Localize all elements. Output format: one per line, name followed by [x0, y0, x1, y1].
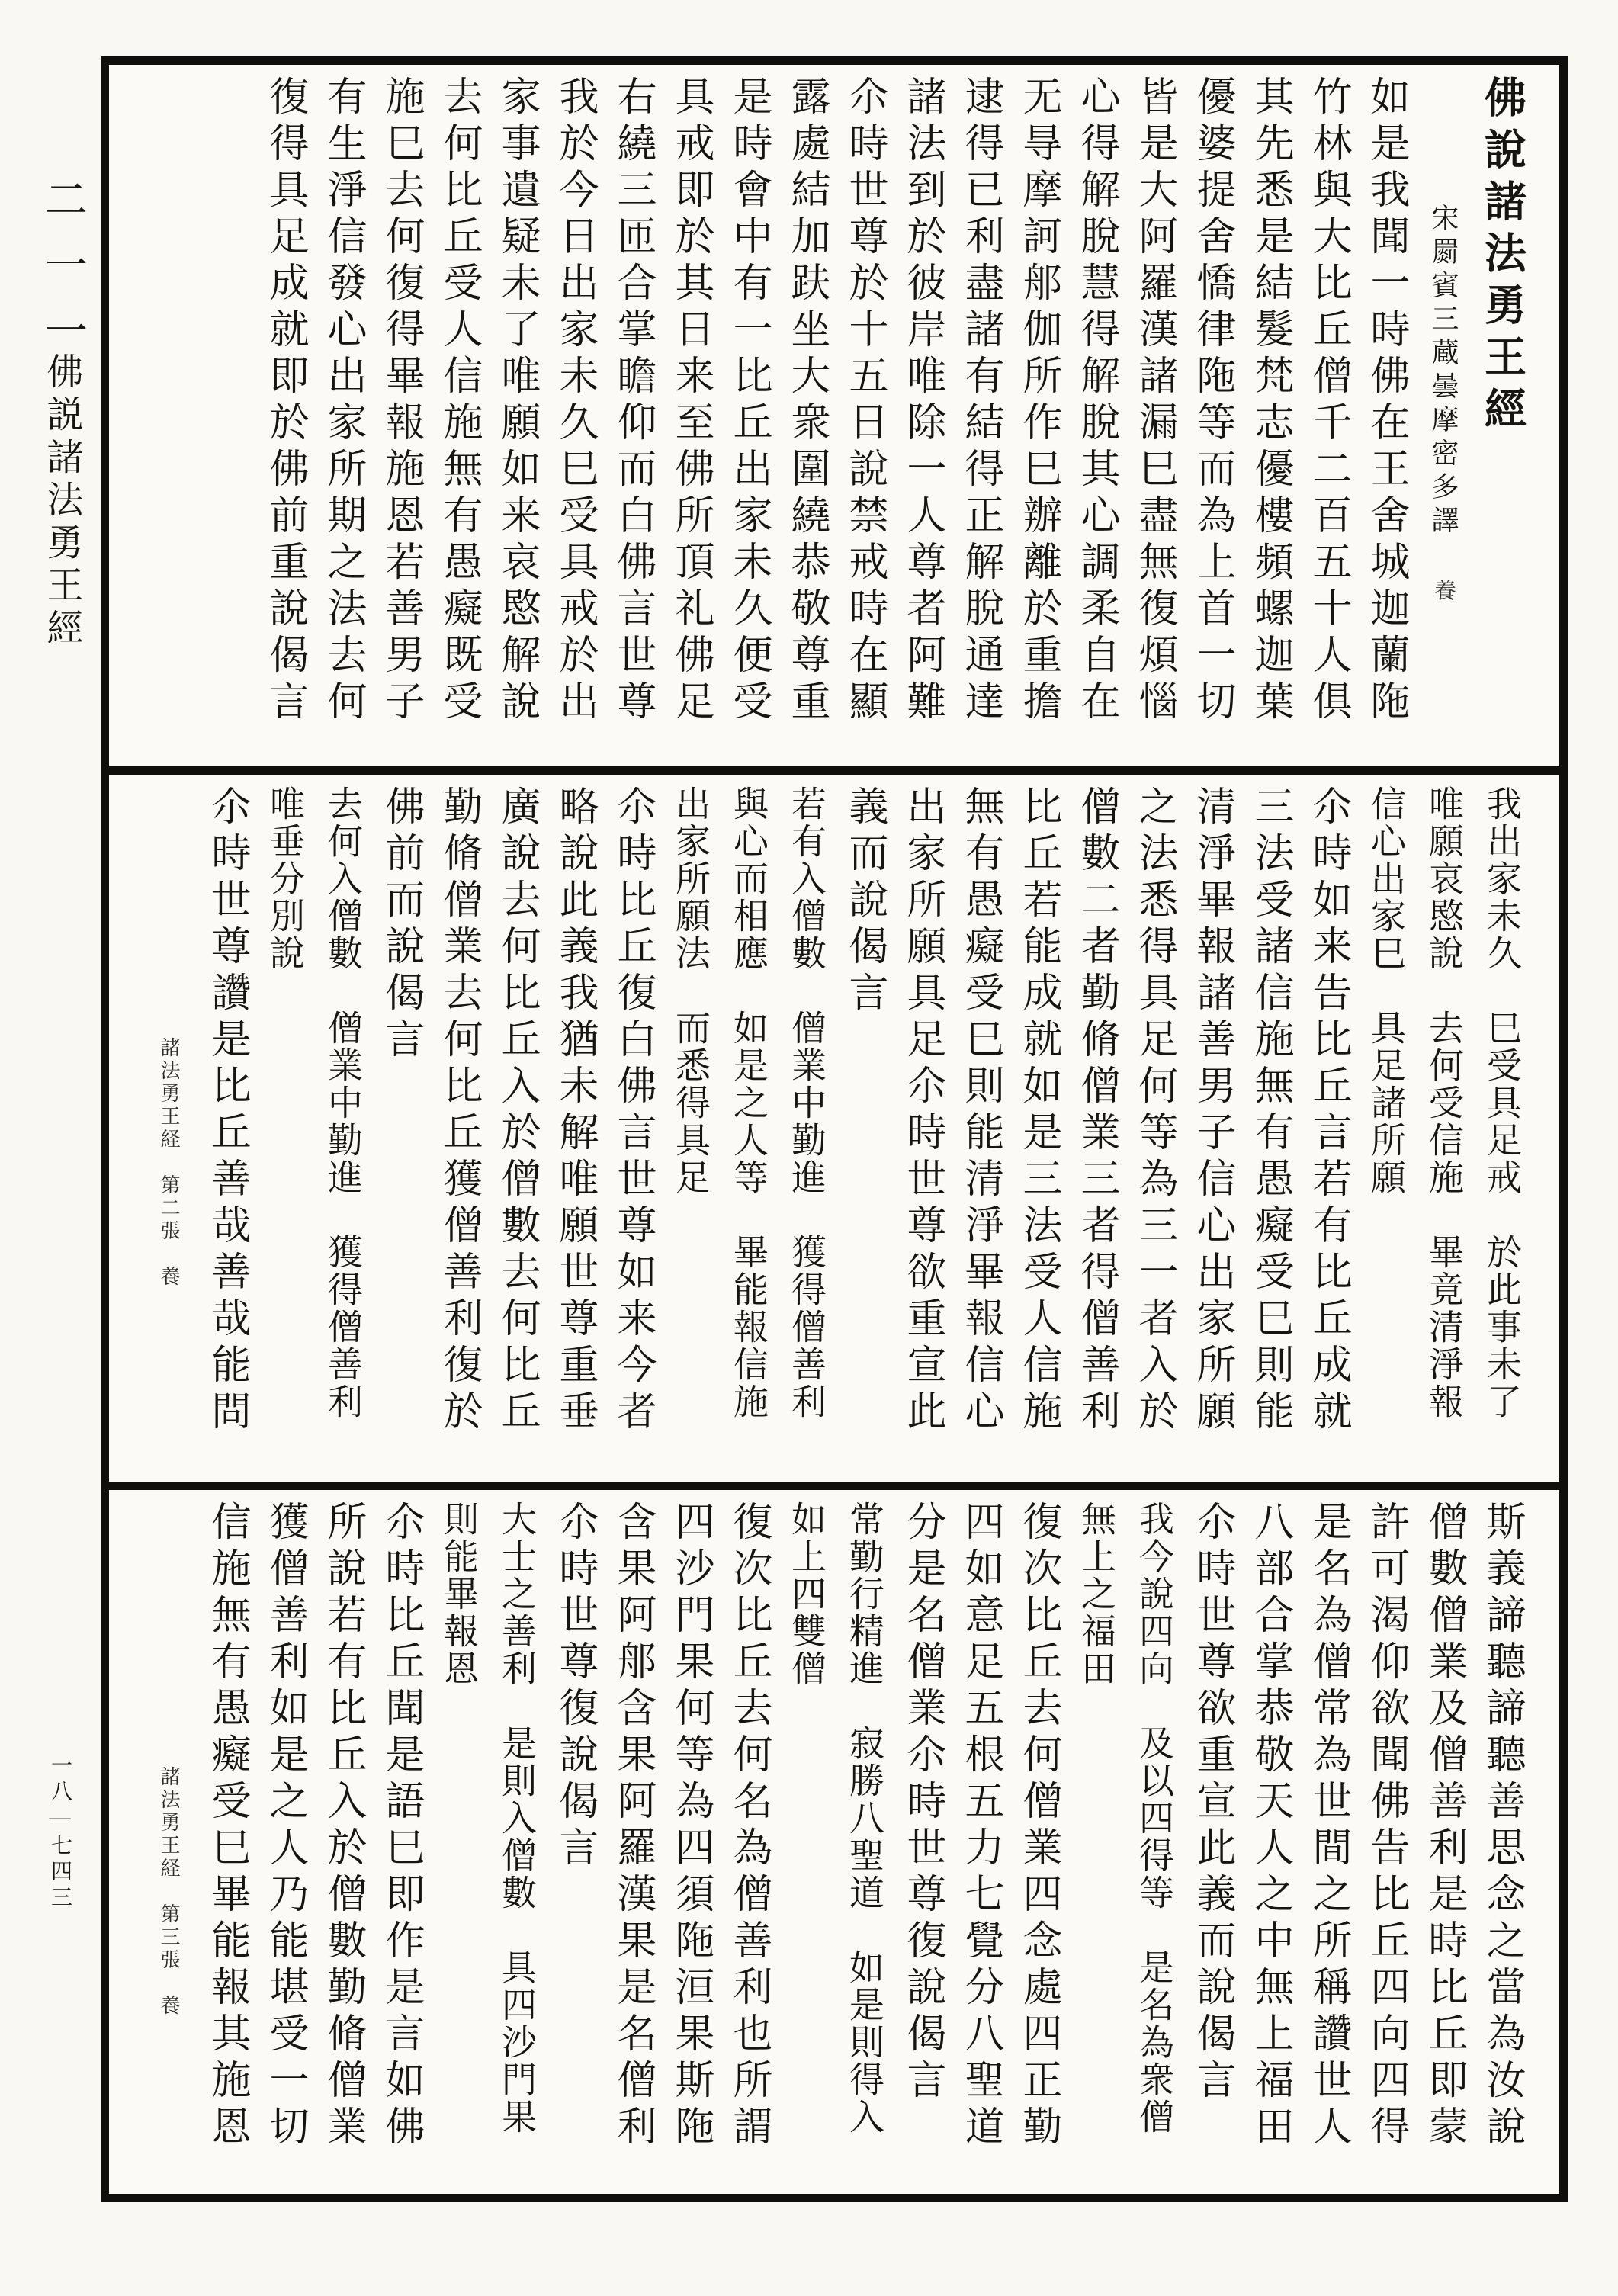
- column-text: 去何入僧數 僧業中勤進 獲得僧善利: [323, 785, 362, 1421]
- column-text: 獲僧善利如是之人乃能堪受一切: [263, 1501, 307, 2152]
- column-text: 尒時比丘復白佛言世尊如来今者: [611, 785, 654, 1437]
- column-text: 則能畢報恩: [439, 1501, 478, 1687]
- page-left-margin: [0, 0, 107, 2296]
- column-text: 右繞三匝合掌瞻仰而白佛言世尊: [611, 75, 654, 727]
- text-column: [893, 1501, 951, 2189]
- panel-top-text: [109, 65, 1559, 766]
- column-text: 佛說諸法勇王經: [1478, 75, 1525, 438]
- column-text: 無有愚癡受巳則能清淨畢報信心: [958, 785, 1002, 1437]
- column-text: 復得具足成就即於佛前重說偈言: [263, 75, 307, 727]
- text-column: [545, 75, 603, 762]
- column-text: 宋罽賓三蔵曇摩密多譯: [1428, 204, 1459, 539]
- text-column: [1241, 785, 1299, 1477]
- column-text: 復次比丘去何名為僧善利也所謂: [727, 1501, 770, 2152]
- column-text: 出家所願法 而悉得具足: [671, 785, 710, 1196]
- margin-serial-number: 二一一: [39, 177, 86, 374]
- text-column: [1125, 75, 1183, 762]
- text-column: [545, 785, 603, 1477]
- text-column: [893, 75, 951, 762]
- column-text: 義而說偈言: [843, 785, 886, 1018]
- panel-middle: [109, 775, 1559, 1482]
- column-text: 八部合掌恭敬天人之中無上福田: [1248, 1501, 1292, 2152]
- column-text: 唯垂分別說: [265, 785, 304, 972]
- column-text: 信施無有愚癡受巳畢能報其施恩: [205, 1501, 249, 2152]
- column-text: 信心出家巳 具足諸所願: [1366, 785, 1405, 1196]
- column-text: 無上之福田: [1077, 1501, 1116, 1687]
- text-column: [255, 75, 313, 762]
- text-column: [487, 785, 545, 1477]
- text-column: [661, 75, 719, 762]
- column-text: 尒時世尊讚是比丘善哉善哉能問: [205, 785, 249, 1437]
- text-column: [661, 1501, 719, 2189]
- text-column: [545, 1501, 603, 2189]
- text-column: [487, 75, 545, 762]
- text-column: [1241, 1501, 1299, 2189]
- panel-top: [109, 65, 1559, 766]
- text-column: [371, 785, 429, 1477]
- text-column: [1067, 75, 1125, 762]
- column-text: 如是我聞一時佛在王舍城迦蘭陁: [1364, 75, 1408, 727]
- verse-column: [1356, 785, 1414, 1477]
- column-text: 諸法勇王経 第三張 養: [158, 1766, 180, 2018]
- text-column: [893, 785, 951, 1477]
- verse-column: [1067, 1501, 1125, 2189]
- verse-column: [777, 785, 835, 1477]
- text-column: [313, 1501, 371, 2189]
- column-text: 含果阿郍含果阿羅漢果是名僧利: [611, 1501, 654, 2152]
- column-text: 唯願哀愍說 去何受信施 畢竟清淨報: [1424, 785, 1463, 1421]
- panel-divider-2: [109, 1482, 1559, 1490]
- text-column: [719, 1501, 777, 2189]
- text-column: [1125, 785, 1183, 1477]
- text-column: [1067, 785, 1125, 1477]
- verse-column: [429, 1501, 487, 2189]
- verse-column: [487, 1501, 545, 2189]
- text-column: [1299, 785, 1356, 1477]
- column-text: 廣說去何比丘入於僧數去何比丘: [495, 785, 538, 1437]
- column-text: 優婆提舍憍律陁等而為上首一切: [1190, 75, 1234, 727]
- panel-middle-text: [109, 775, 1559, 1482]
- column-text: 大士之善利 是則入僧數 具四沙門果: [497, 1501, 536, 2136]
- column-text: 我出家未久 巳受具足戒 於此事未了: [1482, 785, 1521, 1421]
- column-text: 清淨畢報諸善男子信心出家所願: [1190, 785, 1234, 1437]
- text-column: [951, 1501, 1009, 2189]
- text-column: [603, 785, 661, 1477]
- column-text: 復次比丘去何僧業四念處四正勤: [1016, 1501, 1060, 2152]
- column-text: 有生淨信發心出家所期之法去何: [321, 75, 364, 727]
- column-text: 僧數僧業及僧善利是時比丘即蒙: [1422, 1501, 1466, 2152]
- column-text: 我於今日出家未久巳受具戒於出: [553, 75, 596, 727]
- text-column: [371, 75, 429, 762]
- column-text: 具戒即於其日来至佛所頂礼佛足: [669, 75, 712, 727]
- column-text: 竹林與大比丘僧千二百五十人俱: [1306, 75, 1350, 727]
- column-text: 是名為僧常為世間之所稱讚世人: [1306, 1501, 1350, 2152]
- text-column: [1299, 1501, 1356, 2189]
- column-text: 勤脩僧業去何比丘獲僧善利復於: [437, 785, 480, 1437]
- text-column: [1009, 75, 1067, 762]
- text-column: [951, 785, 1009, 1477]
- margin-page-number: 一八—七四三: [48, 1754, 72, 1912]
- column-text: 諸法勇王経 第二張 養: [158, 1037, 180, 1289]
- verse-column: [313, 785, 371, 1477]
- column-text: 分是名僧業尒時世尊復說偈言: [900, 1501, 944, 2105]
- column-text: 所說若有比丘入於僧數勤脩僧業: [321, 1501, 364, 2152]
- column-text: 若有入僧數 僧業中勤進 獲得僧善利: [787, 785, 826, 1421]
- column-text: 逮得已利盡諸有結得正解脫通達: [958, 75, 1002, 727]
- column-text: 家事遺疑未了唯願如来哀愍解說: [495, 75, 538, 727]
- translator-column: [1414, 75, 1472, 762]
- column-text: 比丘若能成就如是三法受人信施: [1016, 785, 1060, 1437]
- sheet-marker-column: [140, 785, 197, 1477]
- sheet-marker-column: [140, 1501, 197, 2189]
- text-column: [1414, 1501, 1472, 2189]
- text-column: [719, 75, 777, 762]
- column-text: 无㝵摩訶郍伽所作巳辦離於重擔: [1016, 75, 1060, 727]
- panel-bottom-text: [109, 1490, 1559, 2194]
- column-text: 出家所願具足尒時世尊欲重宣此: [900, 785, 944, 1437]
- sutra-title-column: [1472, 75, 1530, 762]
- column-text: 其先悉是結髮梵志優樓頻螺迦葉: [1248, 75, 1292, 727]
- verse-column: [1125, 1501, 1183, 2189]
- column-text: 諸法到於彼岸唯除一人尊者阿難: [900, 75, 944, 727]
- text-column: [1356, 1501, 1414, 2189]
- column-text: 四如意足五根五力七覺分八聖道: [958, 1501, 1002, 2152]
- text-column: [1183, 1501, 1241, 2189]
- text-column: [1009, 1501, 1067, 2189]
- text-column: [255, 1501, 313, 2189]
- column-text: 斯義諦聽諦聽善思念之當為汝說: [1480, 1501, 1523, 2152]
- column-text: 施巳去何復得畢報施恩若善男子: [379, 75, 422, 727]
- margin-sutra-title: 佛説諸法勇王經: [41, 352, 82, 651]
- text-column: [1241, 75, 1299, 762]
- column-text: 略說此義我猶未解唯願世尊重垂: [553, 785, 596, 1437]
- panel-divider-1: [109, 766, 1559, 775]
- verse-column: [835, 1501, 893, 2189]
- case-number-mark: 養: [1431, 579, 1456, 607]
- text-column: [429, 785, 487, 1477]
- column-text: 三法受諸信施無有愚癡受巳則能: [1248, 785, 1292, 1437]
- text-column: [835, 75, 893, 762]
- text-column: [1299, 75, 1356, 762]
- column-text: 許可渴仰欲聞佛告比丘四向四得: [1364, 1501, 1408, 2152]
- text-column: [197, 785, 255, 1477]
- verse-column: [719, 785, 777, 1477]
- verse-column: [661, 785, 719, 1477]
- panel-bottom: [109, 1490, 1559, 2194]
- column-text: 露處結加趺坐大衆圍繞恭敬尊重: [785, 75, 828, 727]
- text-column: [835, 785, 893, 1477]
- text-column: [197, 1501, 255, 2189]
- verse-column: [777, 1501, 835, 2189]
- column-text: 與心而相應 如是之人等 畢能報信施: [729, 785, 768, 1421]
- verse-column: [1472, 785, 1530, 1477]
- column-text: 去何比丘受人信施無有愚癡既受: [437, 75, 480, 727]
- column-text: 四沙門果何等為四須陁洹果斯陁: [669, 1501, 712, 2152]
- column-text: 尒時世尊復說偈言: [553, 1501, 596, 1873]
- text-column: [429, 75, 487, 762]
- column-text: 尒時世尊於十五日說禁戒時在顯: [843, 75, 886, 727]
- text-column: [1183, 75, 1241, 762]
- text-column: [777, 75, 835, 762]
- column-text: 僧數二者勤脩僧業三者得僧善利: [1074, 785, 1118, 1437]
- column-text: 皆是大阿羅漢諸漏巳盡無復煩惱: [1132, 75, 1176, 727]
- column-text: 常勤行精進 寂勝八聖道 如是則得入: [845, 1501, 884, 2136]
- column-text: 尒時如来告比丘言若有比丘成就: [1306, 785, 1350, 1437]
- column-text: 是時會中有一比丘出家未久便受: [727, 75, 770, 727]
- text-column: [1356, 75, 1414, 762]
- verse-column: [1414, 785, 1472, 1477]
- text-column: [1009, 785, 1067, 1477]
- column-text: 心得解脫慧得解脫其心調柔自在: [1074, 75, 1118, 727]
- text-column: [1472, 1501, 1530, 2189]
- column-text: 佛前而說偈言: [379, 785, 422, 1065]
- column-text: 如上四雙僧: [787, 1501, 826, 1687]
- text-column: [1183, 785, 1241, 1477]
- text-column: [951, 75, 1009, 762]
- text-column: [603, 75, 661, 762]
- column-text: 尒時比丘聞是語巳即作是言如佛: [379, 1501, 422, 2152]
- text-column: [603, 1501, 661, 2189]
- sutra-text-frame: [101, 56, 1568, 2202]
- text-column: [313, 75, 371, 762]
- column-text: 之法悉得具足何等為三一者入於: [1132, 785, 1176, 1437]
- verse-column: [255, 785, 313, 1477]
- text-column: [371, 1501, 429, 2189]
- column-text: 我今說四向 及以四得等 是名為衆僧: [1135, 1501, 1173, 2136]
- column-text: 尒時世尊欲重宣此義而說偈言: [1190, 1501, 1234, 2105]
